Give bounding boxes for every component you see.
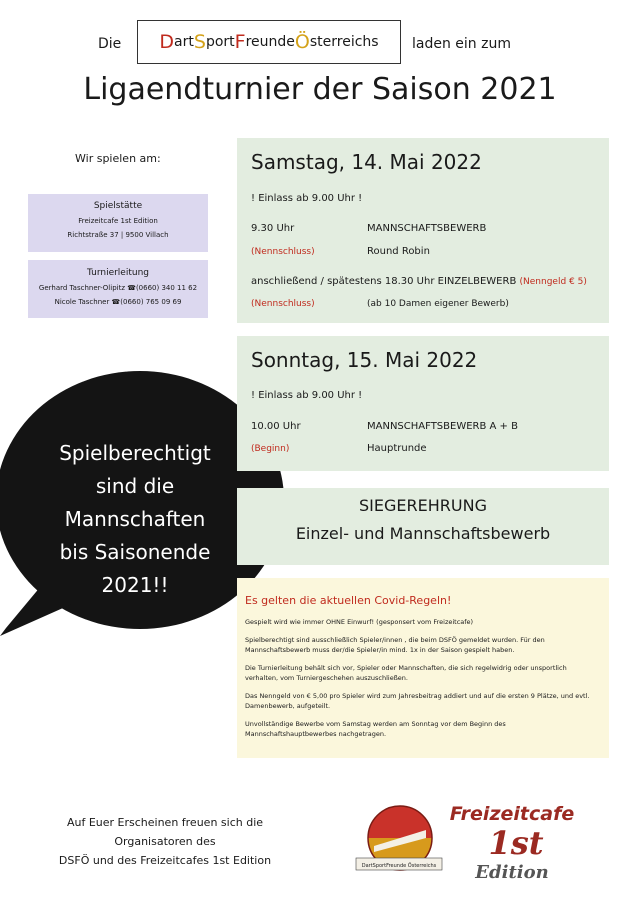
bubble-text	[30, 437, 240, 602]
cafe-logo-name: Freizeitcafe	[449, 803, 575, 825]
covid-rule: Spielberechtigt sind ausschließlich Spieler/innen , die beim DSFÖ gemeldet wurden. Für den Mannschaftsbewerb muss der/die Spieler/in mind. 1x in der Saison gespielt haben.	[245, 636, 545, 654]
covid-heading: Es gelten die aktuellen Covid-Regeln!	[245, 594, 452, 607]
management-box	[28, 260, 208, 318]
cafe-logo-sub: Edition	[475, 862, 549, 883]
saturday-event: MANNSCHAFTSBEWERB	[367, 223, 487, 234]
venue-address: Richtstraße 37 | 9500 Villach	[67, 231, 169, 239]
saturday-detail: Round Robin	[367, 246, 430, 257]
cafe-logo-number: 1st	[488, 824, 544, 862]
covid-panel	[237, 578, 609, 758]
ceremony-subtitle: Einzel- und Mannschaftsbewerb	[295, 524, 551, 543]
sunday-detail: Hauptrunde	[367, 443, 427, 454]
venue-heading: Spielstätte	[93, 201, 143, 211]
sunday-entry: ! Einlass ab 9.00 Uhr !	[251, 390, 363, 401]
sunday-heading: Sonntag, 15. Mai 2022	[251, 348, 478, 372]
header-intro: Die	[98, 36, 122, 52]
saturday-fee: (Nenngeld € 5)	[519, 277, 587, 287]
wordmark-text: port	[205, 34, 235, 50]
sunday-time: 10.00 Uhr	[251, 421, 301, 432]
bubble-line: sind die	[95, 474, 175, 498]
saturday-entry: ! Einlass ab 9.00 Uhr !	[251, 193, 363, 204]
saturday-note: (Nennschluss)	[251, 299, 315, 309]
bubble-line: Mannschaften	[64, 507, 206, 531]
management-contact: Nicole Taschner ☎(0660) 765 09 69	[54, 298, 182, 306]
saturday-time: anschließend / spätestens 18.30 Uhr	[251, 276, 435, 287]
saturday-note: (Nennschluss)	[251, 247, 315, 257]
sunday-note: (Beginn)	[251, 444, 290, 454]
venue-line: Freizeitcafe 1st Edition	[78, 217, 158, 225]
footer-line: DSFÖ und des Freizeitcafes 1st Edition	[58, 854, 272, 867]
schedule-intro: Wir spielen am:	[75, 152, 161, 165]
freizeitcafe-logo	[449, 796, 575, 884]
footer-line: Organisatoren des	[114, 835, 216, 848]
page-title: Ligaendturnier der Saison 2021	[83, 72, 557, 107]
wordmark-letter: Ö	[294, 31, 310, 53]
sunday-event: MANNSCHAFTSBEWERB A + B	[367, 421, 518, 432]
covid-rule: Gespielt wird wie immer OHNE Einwurf! (gesponsert vom Freizeitcafe)	[245, 618, 474, 626]
dsfo-logo-caption: DartSportFreunde Österreichs	[361, 863, 437, 869]
management-contact: Gerhard Taschner-Olipitz ☎(0660) 340 11 62	[38, 284, 198, 292]
bubble-line: Spielberechtigt	[59, 441, 211, 465]
wordmark-letter: F	[234, 31, 246, 53]
bubble-line: 2021!!	[101, 573, 169, 597]
ceremony-title: SIEGEREHRUNG	[359, 496, 487, 515]
ceremony-panel	[237, 488, 609, 565]
wordmark-text: sterreichs	[309, 34, 379, 50]
covid-rule: Das Nenngeld von € 5,00 pro Spieler wird zum Jahresbeitrag addiert und auf die ersten 9 Plätze, und evtl. Damenbewerb, aufgeteilt.	[245, 692, 590, 710]
wordmark-text: art	[174, 34, 194, 50]
footer-line: Auf Euer Erscheinen freuen sich die	[66, 816, 264, 829]
saturday-row	[251, 276, 607, 287]
sunday-panel	[237, 336, 609, 471]
dsfo-logo	[352, 800, 452, 880]
saturday-panel	[237, 138, 609, 323]
header-invite: laden ein zum	[412, 36, 511, 52]
wordmark-letter: S	[193, 31, 206, 53]
covid-rule: Die Turnierleitung behält sich vor, Spieler oder Mannschaften, die sich regelwidrig oder unsportlich verhalten, vom Turniergeschehen auszuschließen.	[245, 664, 567, 682]
footer-text	[40, 813, 290, 870]
management-heading: Turnierleitung	[86, 268, 149, 278]
saturday-time: 9.30 Uhr	[251, 223, 295, 234]
saturday-event: EINZELBEWERB	[437, 276, 517, 287]
wordmark-text: reunde	[245, 34, 295, 50]
covid-rule: Unvollständige Bewerbe vom Samstag werden am Sonntag vor dem Beginn des Mannschaftshauptbewerbes nachgetragen.	[245, 720, 506, 738]
dsfo-wordmark	[137, 20, 401, 64]
saturday-heading: Samstag, 14. Mai 2022	[251, 150, 482, 174]
saturday-detail: (ab 10 Damen eigener Bewerb)	[367, 299, 509, 309]
wordmark-letter: D	[159, 31, 175, 53]
venue-box	[28, 194, 208, 252]
bubble-line: bis Saisonende	[59, 540, 211, 564]
